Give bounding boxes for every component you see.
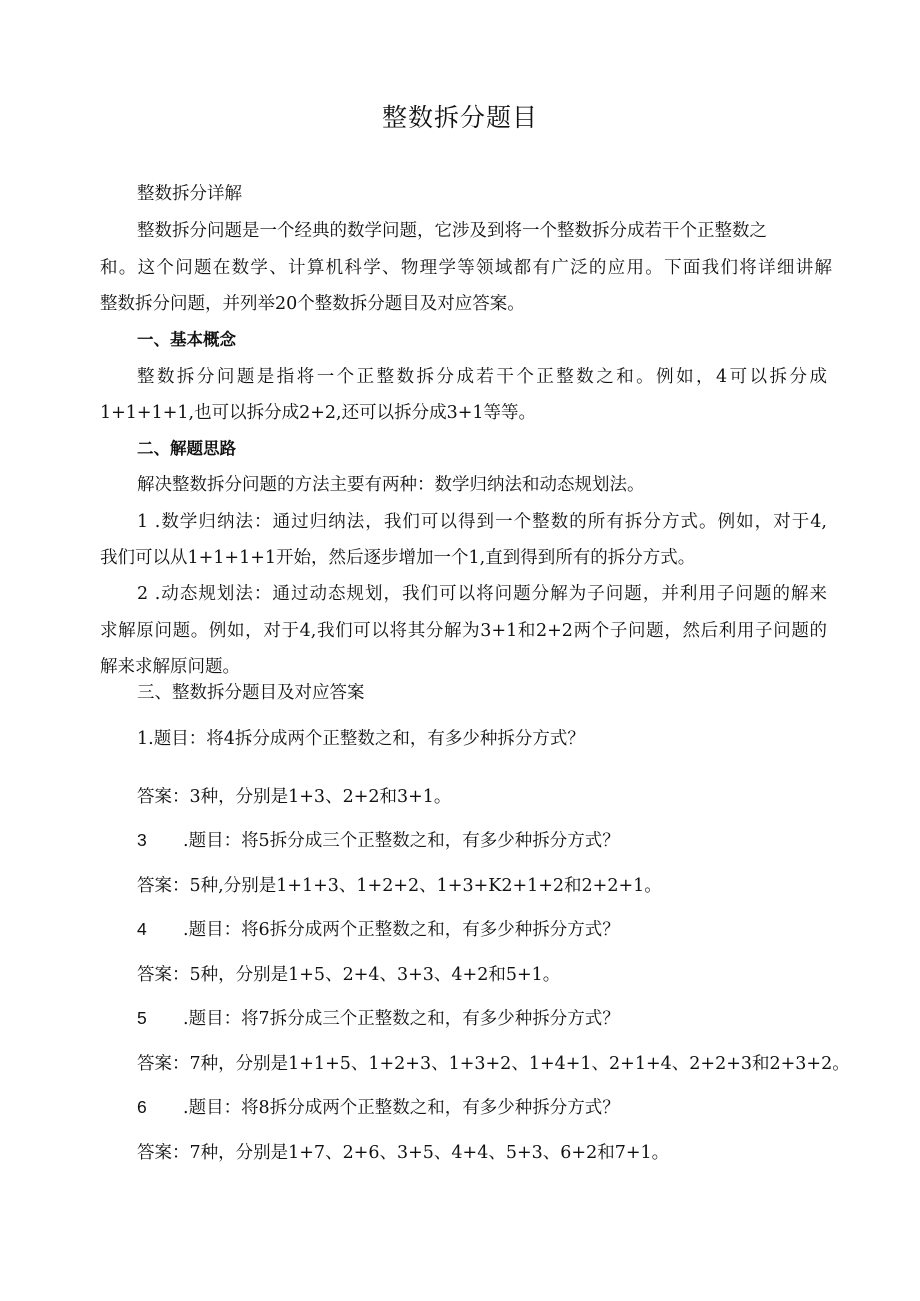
problem-2-question (137, 827, 869, 854)
problem-5-answer: 答案：7种，分别是1+7、2+6、3+5、4+4、5+3、6+2和7+1。 (137, 1143, 670, 1163)
problem-3-question (137, 916, 869, 943)
concept-line-2: 1+1+1+1,也可以拆分成2+2,还可以拆分成3+1等等。 (100, 403, 537, 423)
problem-text: .题目：将5拆分成三个正整数之和，有多少种拆分方式？ (183, 831, 620, 851)
concept-line-1: 整数拆分问题是指将一个正整数拆分成若干个正整数之和。例如，4可以拆分成 (137, 367, 827, 387)
approach-line-3: 我们可以从1+1+1+1开始，然后逐步增加一个1,直到得到所有的拆分方式。 (100, 548, 696, 568)
problem-number: 5 (137, 1008, 147, 1028)
approach-line-2: 1 .数学归纳法：通过归纳法，我们可以得到一个整数的所有拆分方式。例如，对于4, (137, 512, 827, 532)
intro-line-1: 整数拆分问题是一个经典的数学问题，它涉及到将一个整数拆分成若干个正整数之 (137, 221, 767, 241)
section-heading-basic-concept: 一、基本概念 (137, 330, 236, 349)
problem-1-answer: 答案：3种，分别是1+3、2+2和3+1。 (137, 787, 452, 807)
approach-line-4: 2 .动态规划法：通过动态规划，我们可以将问题分解为子问题，并利用子问题的解来 (137, 584, 827, 604)
problem-number: 4 (137, 919, 147, 939)
approach-line-5: 求解原问题。例如，对于4,我们可以将其分解为3+1和2+2两个子问题，然后利用子问题的 (100, 621, 827, 641)
intro-line-3: 整数拆分问题，并列举20个整数拆分题目及对应答案。 (100, 294, 525, 314)
problem-text: 题目：将4拆分成两个正整数之和，有多少种拆分方式？ (153, 729, 585, 749)
problem-3-answer: 答案：5种，分别是1+5、2+4、3+3、4+2和5+1。 (137, 965, 561, 985)
section-heading-problems: 三、整数拆分题目及对应答案 (137, 683, 365, 703)
problem-text: .题目：将7拆分成三个正整数之和，有多少种拆分方式？ (183, 1009, 620, 1029)
approach-line-1: 解决整数拆分问题的方法主要有两种：数学归纳法和动态规划法。 (137, 475, 645, 495)
problem-1-question (137, 726, 869, 752)
problem-4-answer: 答案：7种，分别是1+1+5、1+2+3、1+3+2、1+4+1、2+1+4、2+2+3和2+3+2。 (137, 1054, 850, 1074)
section-heading-approach: 二、解题思路 (137, 439, 236, 458)
subtitle: 整数拆分详解 (137, 184, 242, 204)
problem-4-question (137, 1005, 869, 1032)
document-title: 整数拆分题目 (381, 103, 538, 132)
problem-5-question (137, 1094, 869, 1121)
intro-line-2: 和。这个问题在数学、计算机科学、物理学等领域都有广泛的应用。下面我们将详细讲解 (100, 258, 832, 278)
problem-text: .题目：将6拆分成两个正整数之和，有多少种拆分方式？ (183, 920, 620, 940)
approach-line-6: 解来求解原问题。 (100, 657, 240, 677)
problem-number: 3 (137, 830, 147, 850)
problem-number: 1. (137, 729, 154, 749)
problem-number: 6 (137, 1097, 147, 1117)
problem-2-answer: 答案：5种,分别是1+1+3、1+2+2、1+3+K2+1+2和2+2+1。 (137, 876, 662, 896)
problem-text: .题目：将8拆分成两个正整数之和，有多少种拆分方式？ (183, 1098, 620, 1118)
